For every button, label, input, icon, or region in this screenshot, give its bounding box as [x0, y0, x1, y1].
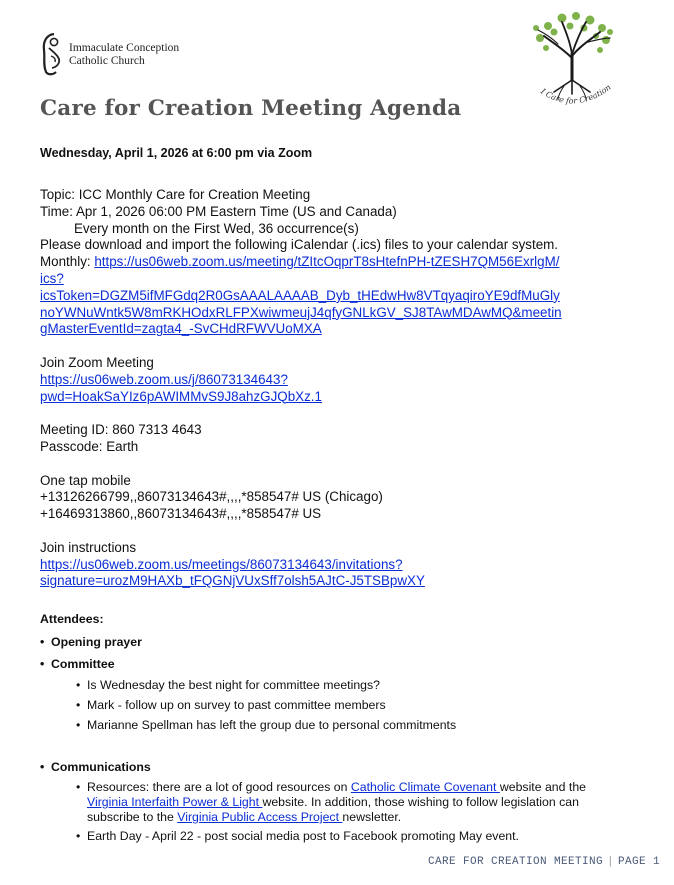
monthly-ics-link[interactable]: gMasterEventId=zagta4_-SvCHdRFWVUoMXA — [40, 321, 322, 337]
page-title: Care for Creation Meeting Agenda — [40, 96, 462, 121]
sub-item-text: Earth Day - April 22 - post social media post to Facebook promoting May event. — [87, 829, 519, 843]
ics-note: Please download and import the following iCalendar (.ics) files to your calendar system. — [40, 237, 559, 253]
bullet-icon: • — [76, 718, 81, 732]
page-number: PAGE 1 — [617, 856, 660, 868]
sub-item-text: Marianne Spellman has left the group due to personal commitments — [87, 718, 457, 732]
catholic-climate-covenant-link[interactable]: Catholic Climate Covenant — [350, 780, 500, 794]
agenda-item — [40, 635, 142, 649]
monthly-label: Monthly: — [40, 254, 95, 270]
zoom-time: Time: Apr 1, 2026 06:00 PM Eastern Time (US and Canada) — [40, 203, 397, 219]
meeting-date: Wednesday, April 1, 2026 at 6:00 pm via Zoom — [40, 146, 313, 160]
zoom-details — [40, 187, 562, 590]
join-zoom-link[interactable]: pwd=HoakSaYIz6pAWIMMvS9J8ahzGJQbXz.1 — [40, 388, 322, 404]
agenda-item-label: Committee — [51, 657, 115, 671]
svg-text:I Care for Creation — [538, 83, 612, 106]
bullet-icon: • — [40, 760, 45, 774]
church-name — [69, 42, 179, 68]
sub-item — [76, 698, 596, 713]
bullet-icon: • — [76, 698, 81, 712]
join-instructions-link[interactable]: https://us06web.zoom.us/meetings/86073134643/invitations? — [40, 556, 403, 572]
zoom-topic: Topic: ICC Monthly Care for Creation Meeting — [40, 187, 311, 202]
one-tap-number: +16469313860,,86073134643#,,,,*858547# US — [40, 506, 322, 522]
zoom-recurrence: Every month on the First Wed, 36 occurrence(s) — [74, 220, 359, 236]
virginia-interfaith-link[interactable]: Virginia Interfaith Power & Light — [87, 795, 263, 809]
sub-item-text: Is Wednesday the best night for committee meetings? — [87, 678, 380, 692]
agenda-item-label: Opening prayer — [51, 635, 142, 649]
bullet-icon: • — [40, 635, 45, 649]
agenda-item-label: Communications — [51, 760, 151, 774]
church-logo — [40, 32, 200, 76]
page-footer — [428, 856, 660, 868]
sub-item — [76, 780, 586, 825]
monthly-ics-link[interactable]: icsToken=DGZM5ifMFGdq2R0GsAAALAAAAB_Dyb_tHEdwHw8VTqyaqiroYE9dfMuGly — [40, 287, 560, 303]
monthly-ics-link[interactable]: noYWNuWntk5W8mRKHOdxRLFPXwiwmeujJ4qfyGNLkGV_SJ8TAwMDAwMQ&meetin — [40, 304, 562, 320]
madonna-icon — [40, 32, 66, 76]
badge-text: I Care for Creation — [539, 82, 613, 106]
vpap-link[interactable]: Virginia Public Access Project — [177, 810, 343, 824]
sub-item-text: Mark - follow up on survey to past committee members — [87, 698, 386, 712]
bullet-icon: • — [76, 780, 81, 794]
church-name-line2: Catholic Church — [69, 55, 145, 67]
one-tap-number: +13126266799,,86073134643#,,,,*858547# US (Chicago) — [40, 489, 383, 505]
monthly-ics-link[interactable]: https://us06web.zoom.us/meeting/tZItcOqprT8sHtefnPH-tZESH7QM56ExrlgM/ — [94, 254, 560, 270]
agenda-item — [40, 657, 115, 671]
monthly-ics-link[interactable]: ics? — [40, 270, 64, 286]
bullet-icon: • — [76, 678, 81, 692]
bullet-icon: • — [40, 657, 45, 671]
church-name-line1: Immaculate Conception — [69, 42, 180, 54]
join-zoom-link[interactable]: https://us06web.zoom.us/j/86073134643? — [40, 371, 288, 387]
passcode: Passcode: Earth — [40, 438, 139, 454]
join-instructions-link[interactable]: signature=urozM9HAXb_tFQGNjVUxSff7olsh5AJtC-J5TSBpwXY — [40, 573, 425, 589]
care-for-creation-tree-logo — [518, 8, 624, 116]
meeting-id: Meeting ID: 860 7313 4643 — [40, 422, 202, 438]
footer-separator: | — [606, 856, 614, 868]
sub-item — [76, 718, 596, 733]
resources-text: Resources: there are a lot of good resources on Catholic Climate Covenant website and the Virginia Interfaith Power & Light website. In addition, those wishing to follow legislation can subscribe to the Virginia Public Access Project newsletter. — [87, 780, 586, 824]
monthly-line — [40, 254, 562, 271]
join-zoom-label: Join Zoom Meeting — [40, 354, 154, 370]
bullet-icon: • — [76, 829, 81, 843]
sub-item — [76, 829, 596, 844]
footer-label: CARE FOR CREATION MEETING — [427, 856, 603, 868]
sub-item — [76, 678, 596, 693]
agenda-item — [40, 760, 151, 774]
join-instructions-label: Join instructions — [40, 539, 137, 555]
attendees-label: Attendees: — [40, 612, 104, 626]
one-tap-label: One tap mobile — [40, 472, 131, 488]
